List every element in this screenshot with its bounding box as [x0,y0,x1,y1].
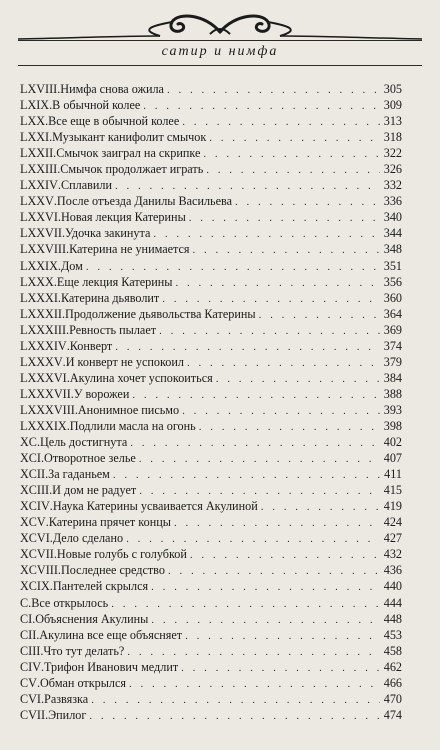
chapter-number: CII [20,627,37,642]
dot-leader [187,355,380,371]
chapter-title: За гаданьем [48,467,110,482]
page-number: 344 [383,226,402,241]
dot-leader [206,162,380,178]
page-number: 419 [383,499,402,514]
page-number: 436 [383,563,402,578]
dot-leader [235,194,380,210]
chapter-number-separator: . [49,531,53,546]
chapter-title: Катерина дьяволит [60,290,160,305]
chapter-number-separator: . [28,595,32,610]
toc-entry [20,498,402,514]
dot-leader [216,371,380,387]
chapter-number-separator: . [57,290,61,305]
header-rule-top [18,40,422,41]
chapter-title: Объяснения Акулины [35,611,149,626]
chapter-title: И дом не радует [52,483,137,498]
chapter-number: LXXIII [20,162,58,177]
chapter-number-separator: . [36,675,40,690]
chapter-number: XCIX [20,579,50,594]
chapter-number-separator: . [32,611,36,626]
dot-leader [209,130,380,146]
toc-entry [20,675,402,691]
page-number: 462 [383,659,402,674]
page-number: 444 [383,595,402,610]
chapter-number-separator: . [49,483,53,498]
chapter-number-separator: . [36,435,40,450]
chapter-number: LXXI [20,130,50,145]
toc-entry [20,209,402,225]
page-number: 332 [383,178,402,193]
chapter-number: XCV [20,515,46,530]
chapter-number: LXXXVIII [20,402,75,417]
toc-entry [20,322,402,338]
chapter-number-separator: . [66,322,70,337]
chapter-number-separator: . [57,82,61,96]
dot-leader [129,676,380,692]
dot-leader [86,259,380,275]
chapter-number: C [20,595,29,610]
chapter-title: Все открылось [31,595,109,610]
chapter-title: Музыкант канифолит смычок [52,130,207,145]
chapter-number: LXXVIII [20,242,67,257]
chapter-title: Эпилог [48,707,87,722]
page-number: 384 [383,370,402,385]
dot-leader [203,146,380,162]
page-number: 407 [383,451,402,466]
page-number: 374 [383,338,402,353]
page-number: 318 [383,130,402,145]
toc-entry [20,370,402,386]
chapter-number-separator: . [66,370,70,385]
toc-entry [20,562,402,578]
chapter-number: LXXXVI [20,370,67,385]
dot-leader [111,596,380,612]
chapter-number: LXXII [20,146,54,161]
chapter-number-separator: . [66,418,70,433]
chapter-number-separator: . [49,579,53,594]
chapter-title: Все еще в обычной колее [48,114,180,129]
toc-entry [20,578,402,594]
dot-leader [182,403,380,419]
chapter-title: Сплавили [60,178,112,193]
chapter-number: XCII [20,467,46,482]
chapter-number-separator: . [49,130,53,145]
toc-entry [20,482,402,498]
page-number: 424 [383,515,402,530]
chapter-number: LXXIV [20,178,58,193]
chapter-number-separator: . [49,499,53,514]
toc-entry [20,466,402,482]
dot-leader [199,419,380,435]
chapter-title: Еще лекция Катерины [56,274,173,289]
header-rule-bottom [18,65,422,66]
toc-entry [20,546,402,562]
chapter-number: XC [20,435,37,450]
page-number: 427 [383,531,402,546]
page-number: 356 [383,274,402,289]
page-number: 388 [383,386,402,401]
table-of-contents [20,81,402,723]
chapter-number: XCIII [20,483,50,498]
chapter-number: LXVIII [20,82,58,96]
chapter-title: Ревность пылает [69,322,157,337]
toc-entry [20,450,402,466]
toc-entry [20,258,402,274]
page-number: 466 [383,675,402,690]
toc-entry [20,177,402,193]
chapter-title: Наука Катерины усваивается Акулиной [52,499,258,514]
toc-entry [20,659,402,675]
toc-entry [20,290,402,306]
toc-entry [20,418,402,434]
dot-leader [185,628,380,644]
page-number: 398 [383,418,402,433]
dot-leader [168,563,380,579]
chapter-number-separator: . [40,643,44,658]
toc-entry [20,643,402,659]
chapter-number: XCVI [20,531,50,546]
dot-leader [127,644,380,660]
chapter-title: У ворожеи [73,386,130,401]
chapter-number: LXXXIX [20,418,67,433]
page-number: 379 [383,354,402,369]
page-number: 351 [383,258,402,273]
dot-leader [190,547,380,563]
dot-leader [91,692,380,708]
toc-entry [20,145,402,161]
chapter-number: LXXXIV [20,338,67,353]
chapter-number: LXXVI [20,210,58,225]
dot-leader [113,467,380,483]
chapter-number-separator: . [53,146,57,161]
dot-leader [153,226,380,242]
page-number: 322 [383,146,402,161]
chapter-number-separator: . [57,563,61,578]
chapter-title: Дело сделано [52,531,124,546]
chapter-title: Удочка закинута [65,226,151,241]
dot-leader [115,178,380,194]
chapter-number: LXIX [20,98,50,113]
chapter-number: CVII [20,707,46,722]
toc-entry [20,514,402,530]
dot-leader [189,210,380,226]
page-number: 432 [383,547,402,562]
page-number: 309 [383,98,402,113]
dot-leader [115,339,380,355]
chapter-number-separator: . [53,547,57,562]
toc-entry [20,402,402,418]
chapter-number: LXXXI [20,290,58,305]
chapter-title: Акулина хочет успокоиться [69,370,213,385]
page-number: 448 [383,611,402,626]
chapter-number-separator: . [41,451,45,466]
dot-leader [139,451,380,467]
dot-leader [151,579,380,595]
chapter-number: LXXXVII [20,386,71,401]
page-number: 393 [383,402,402,417]
dot-leader [175,275,380,291]
toc-entry [20,627,402,643]
toc-entry [20,338,402,354]
dot-leader [89,708,380,724]
chapter-number: LXXXII [20,306,62,321]
chapter-title: И конверт не успокоил [65,354,184,369]
dot-leader [151,612,380,628]
running-title: сатир и нимфа [161,44,279,59]
header-ornament-icon [0,6,440,40]
chapter-title: Трифон Иванович медлит [44,659,179,674]
toc-entry [20,691,402,707]
chapter-number: XCVII [20,547,54,562]
chapter-title: Пантелей скрылся [52,579,149,594]
chapter-title: Новая лекция Катерины [60,210,186,225]
dot-leader [132,387,380,403]
chapter-number-separator: . [36,627,40,642]
chapter-title: Новые голубь с голубкой [56,547,187,562]
chapter-number-separator: . [53,274,57,289]
chapter-title: Дом [60,258,83,273]
page-number: 402 [383,435,402,450]
chapter-number-separator: . [57,162,61,177]
chapter-title: Что тут делать? [43,643,125,658]
chapter-number-separator: . [45,467,49,482]
page-number: 360 [383,290,402,305]
toc-entry [20,113,402,129]
chapter-title: Катерина прячет концы [48,515,171,530]
chapter-title: После отъезда Данилы Васильева [56,194,233,209]
chapter-number-separator: . [66,338,70,353]
page-number: 340 [383,210,402,225]
chapter-number-separator: . [61,226,66,241]
toc-entry [20,161,402,177]
toc-entry [20,611,402,627]
chapter-number-separator: . [53,194,57,209]
toc-entry [20,81,402,97]
chapter-title: В обычной колее [52,98,141,113]
page-number: 326 [383,162,402,177]
page-number: 364 [383,306,402,321]
chapter-number: LXXX [20,274,54,289]
chapter-number-separator: . [45,114,49,129]
chapter-title: Катерина не унимается [69,242,190,257]
chapter-number: LXXV [20,194,54,209]
page-number: 305 [383,82,402,96]
chapter-number-separator: . [45,707,49,722]
chapter-number: XCI [20,451,41,466]
chapter-number-separator: . [57,210,61,225]
dot-leader [159,323,380,339]
page-number: 458 [383,643,402,658]
dot-leader [181,660,380,676]
chapter-number: CIV [20,659,41,674]
dot-leader [167,82,380,98]
chapter-number: CI [20,611,33,626]
page-number: 411 [384,467,402,482]
chapter-number: CV [20,675,37,690]
chapter-number-separator: . [49,98,53,113]
chapter-number: XCIV [20,499,50,514]
page-number: 415 [383,483,402,498]
chapter-number: LXXXV [20,354,63,369]
chapter-number: CVI [20,691,41,706]
toc-entry [20,707,402,723]
page-number: 440 [383,579,402,594]
page-number: 369 [383,322,402,337]
page-number: 336 [383,194,402,209]
dot-leader [174,515,380,531]
toc-entry [20,97,402,113]
chapter-title: Развязка [44,691,89,706]
chapter-number: CIII [20,643,41,658]
page-number: 474 [383,707,402,722]
chapter-number: LXXXIII [20,322,67,337]
toc-entry [20,595,402,611]
chapter-title: Последнее средство [60,563,165,578]
toc-entry [20,434,402,450]
toc-entry [20,193,402,209]
page-number: 313 [383,114,402,129]
chapter-number-separator: . [41,691,45,706]
chapter-number-separator: . [45,515,49,530]
dot-leader [182,114,380,130]
toc-entry [20,354,402,370]
chapter-number-separator: . [74,402,78,417]
chapter-title: Подлили масла на огонь [69,418,196,433]
chapter-number-separator: . [57,178,61,193]
chapter-title: Продолжение дьявольства Катерины [65,306,256,321]
chapter-title: Анонимное письмо [77,402,180,417]
dot-leader [261,499,380,515]
chapter-number: LXXVII [20,226,62,241]
page-number: 453 [383,627,402,642]
chapter-title: Смычок заиграл на скрипке [56,146,201,161]
toc-entry [20,386,402,402]
chapter-title: Нимфа снова ожила [60,82,164,96]
dot-leader [139,483,380,499]
toc-entry [20,225,402,241]
page-number: 470 [383,691,402,706]
chapter-title: Конверт [69,338,113,353]
chapter-title: Отворотное зелье [44,451,136,466]
chapter-title: Смычок продолжает играть [60,162,204,177]
chapter-number-separator: . [61,306,66,321]
chapter-number-separator: . [62,354,66,369]
chapter-number-separator: . [57,258,61,273]
chapter-number: LXXIX [20,258,58,273]
dot-leader [143,98,380,114]
dot-leader [193,242,380,258]
chapter-number-separator: . [41,659,45,674]
chapter-title: Обман открылся [39,675,127,690]
toc-entry [20,129,402,145]
dot-leader [162,291,380,307]
dot-leader [259,307,380,323]
chapter-number: XCVIII [20,563,58,578]
toc-entry [20,241,402,257]
chapter-number-separator: . [70,386,74,401]
chapter-title: Акулина все еще объясняет [39,627,183,642]
toc-entry [20,306,402,322]
chapter-number-separator: . [66,242,70,257]
chapter-number: LXX [20,114,46,129]
dot-leader [130,435,380,451]
chapter-title: Цель достигнута [39,435,128,450]
toc-entry [20,530,402,546]
page-number: 348 [383,242,402,257]
dot-leader [126,531,380,547]
toc-entry [20,274,402,290]
